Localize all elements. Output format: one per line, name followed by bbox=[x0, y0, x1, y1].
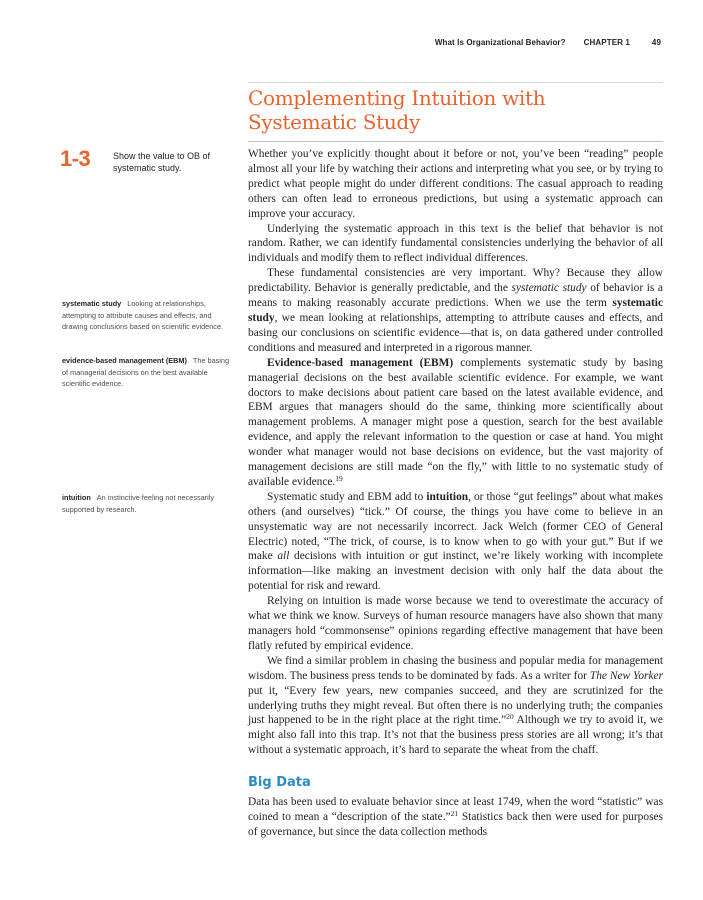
section-title-line-1: Complementing Intuition with bbox=[248, 86, 546, 110]
body-text bbox=[248, 147, 663, 840]
glossary-term: evidence-based management (EBM) bbox=[62, 356, 187, 365]
glossary-intuition bbox=[62, 492, 237, 515]
paragraph-5: Systematic study and EBM add to intuition, or those “gut feelings” about what makes others (and ourselves) “tick.” Of course, the things you have come to believe in an unsystematic way are not necessarily incorrect. Jack Welch (former CEO of General Electric) noted, “The trick, of course, is to know when to go with your gut.” But if we make all decisions with intuition or gut instinct, we’re likely working with incomplete information—like making an investment decision with only half the data about the potential for risk and reward. bbox=[248, 490, 663, 593]
learning-objective-number: 1-3 bbox=[60, 146, 91, 171]
emphasis: all bbox=[277, 550, 290, 563]
key-term-ebm: Evidence-based management (EBM) bbox=[267, 356, 454, 369]
page-number: 49 bbox=[651, 38, 661, 47]
title-divider bbox=[248, 141, 663, 142]
running-head bbox=[435, 38, 661, 47]
glossary-definition: The basing of managerial decisions on the best available scientific evidence. bbox=[62, 356, 230, 388]
paragraph-6: Relying on intuition is made worse because we tend to overestimate the accuracy of what we think we know. Surveys of human resource managers have also shown that many managers hold “commonsense” opinions regarding effective management that have been flatly refuted by empirical evidence. bbox=[248, 595, 663, 652]
chapter-label: CHAPTER 1 bbox=[583, 38, 630, 47]
glossary-systematic-study bbox=[62, 298, 237, 333]
key-term-intuition: intuition bbox=[426, 490, 469, 503]
learning-objective-text: Show the value to OB of systematic study. bbox=[113, 151, 211, 173]
footnote-ref-19: 19 bbox=[335, 473, 343, 483]
paragraph-3: These fundamental consistencies are very important. Why? Because they allow predictability. Behavior is generally predictable, and the systematic study of behavior is a means to making reasonably accurate predictions. When we use the term systematic study, we mean looking at relationships, attempting to attribute causes and effects, and basing our conclusions on scientific evidence—that is, on data gathered under controlled conditions and measured and interpreted in a rigorous manner. bbox=[248, 267, 663, 354]
glossary-definition: An instinctive feeling not necessarily supported by research. bbox=[62, 493, 214, 514]
glossary-evidence-based-management bbox=[62, 355, 237, 390]
publication-title: The New Yorker bbox=[589, 669, 663, 682]
paragraph-2: Underlying the systematic approach in this text is the belief that behavior is not random. Rather, we can identify fundamental consistencies underlying the behavior of all individuals and modify them to reflect individual differences. bbox=[248, 222, 663, 265]
subhead-wrapper bbox=[248, 774, 663, 792]
glossary-term: intuition bbox=[62, 493, 91, 502]
running-title: What Is Organizational Behavior? bbox=[434, 38, 566, 47]
footnote-ref-20: 20 bbox=[506, 712, 514, 722]
emphasis: systematic study bbox=[511, 282, 587, 295]
glossary-term: systematic study bbox=[62, 299, 122, 308]
paragraph-1: Whether you’ve explicitly thought about it before or not, you’ve been “reading” people almost all your life by watching their actions and interpreting what you see, or by trying to predict what people might do under different conditions. The casual approach to reading others can often lead to erroneous predictions, but using a systematic approach can improve your accuracy. bbox=[248, 148, 663, 220]
section-title bbox=[248, 86, 668, 134]
paragraph-8: Data has been used to evaluate behavior since at least 1749, when the word “statistic” was coined to mean a “description of the state.”$^{21}$ Statistics back then were used for purposes of governance, but since the data collection methods bbox=[248, 796, 663, 838]
paragraph-4: Evidence-based management (EBM) complements systematic study by basing managerial decisions on the best available scientific evidence. For example, we want doctors to make decisions about patient care based on the latest available evidence, and EBM argues that managers should do the same, thinking more scientifically about management problems. A manager might pose a question, search for the best available evidence, and apply the relevant information to the question or case at hand. You might wonder what manager would not base decisions on evidence, but the vast majority of management decisions are still made “on the fly,” with little to no systematic study of available evidence.$^{19}$ bbox=[248, 356, 663, 488]
paragraph-7: We find a similar problem in chasing the business and popular media for management wisdom. The business press tends to be dominated by fads. As a writer for The New Yorker put it, “Every few years, new companies succeed, and they are scrutinized for the underlying truths they might reveal. But often there is no underlying truth; the companies just happened to be in the right place at the right time.”$^{20}$ Although we try to avoid it, we might also fall into this trap. It’s not that the business press stories are all wrong; it’s that without a systematic approach, it’s hard to separate the wheat from the chaff. bbox=[248, 654, 663, 757]
top-divider bbox=[248, 82, 663, 83]
subhead-big-data: Big Data bbox=[248, 775, 311, 791]
glossary-definition: Looking at relationships, attempting to attribute causes and effects, and drawing conclusions based on scientific evidence. bbox=[62, 299, 224, 331]
key-term-systematic-study: systematic study bbox=[248, 297, 663, 324]
footnote-ref-21: 21 bbox=[450, 809, 459, 819]
section-title-line-2: Systematic Study bbox=[248, 110, 420, 134]
